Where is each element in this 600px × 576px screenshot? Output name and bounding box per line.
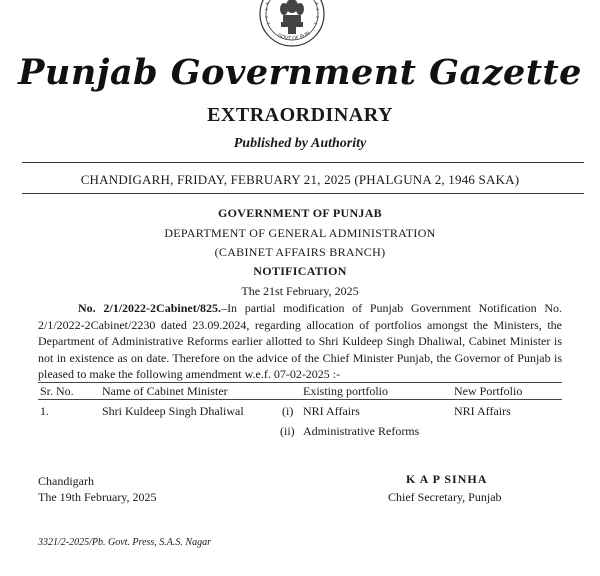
gazette-title: Punjab Government Gazette <box>18 52 582 93</box>
col-header-new-portfolio: New Portfolio <box>454 384 523 398</box>
government-heading: GOVERNMENT OF PUNJAB <box>217 206 382 220</box>
row-existing-portfolio-1: NRI Affairs <box>303 404 360 418</box>
notification-date: The 21st February, 2025 <box>241 284 359 298</box>
dateline: CHANDIGARH, FRIDAY, FEBRUARY 21, 2025 (PHALGUNA 2, 1946 SAKA) <box>80 172 520 187</box>
row-sr-no: 1. <box>40 404 49 418</box>
notification-text: –In partial modification of Punjab Government Notification No. 2/1/2022-2Cabinet/2230 dated 23.09.2024, regarding allocation of portfolios amongst the Ministers, the Department of Administrative Reforms earlier allotted to Shri Kuldeep Singh Dhaliwal, Cabinet Minister is not in existence as on date. Therefore on the advice of the Chief Minister Punjab, the Governor of Punjab is pleased to make the following amendment w.e.f. 07-02-2025 :- <box>38 301 562 382</box>
press-imprint: 3321/2-2025/Pb. Govt. Press, S.A.S. Nagar <box>38 537 211 548</box>
signatory-designation: Chief Secretary, Punjab <box>388 490 502 504</box>
published-by-authority: Published by Authority <box>233 136 367 151</box>
table-top-rule <box>38 382 562 383</box>
notification-heading: NOTIFICATION <box>253 264 347 278</box>
footer-place: Chandigarh <box>38 474 94 488</box>
col-header-minister: Name of Cabinet Minister <box>102 384 228 398</box>
department-heading: DEPARTMENT OF GENERAL ADMINISTRATION <box>164 226 436 240</box>
national-emblem-seal <box>250 0 334 50</box>
col-header-existing-portfolio: Existing portfolio <box>303 384 388 398</box>
branch-heading: (CABINET AFFAIRS BRANCH) <box>214 245 386 259</box>
table-header-rule <box>38 399 562 400</box>
footer-date: The 19th February, 2025 <box>38 490 157 504</box>
top-divider <box>22 162 584 163</box>
notification-number: No. 2/1/2022-2Cabinet/825. <box>78 301 222 315</box>
row-existing-num-2: (ii) <box>280 424 295 438</box>
signatory-name: K A P SINHA <box>406 472 488 486</box>
col-header-sr-no: Sr. No. <box>40 384 74 398</box>
notification-body <box>38 300 562 383</box>
row-new-portfolio: NRI Affairs <box>454 404 511 418</box>
row-existing-num-1: (i) <box>282 404 294 418</box>
edition-label: EXTRAORDINARY <box>207 104 393 126</box>
row-minister-name: Shri Kuldeep Singh Dhaliwal <box>102 404 244 418</box>
row-existing-portfolio-2: Administrative Reforms <box>303 424 420 438</box>
dateline-divider <box>22 193 584 194</box>
emblem-legend: GOVT OF PUN <box>276 30 312 43</box>
